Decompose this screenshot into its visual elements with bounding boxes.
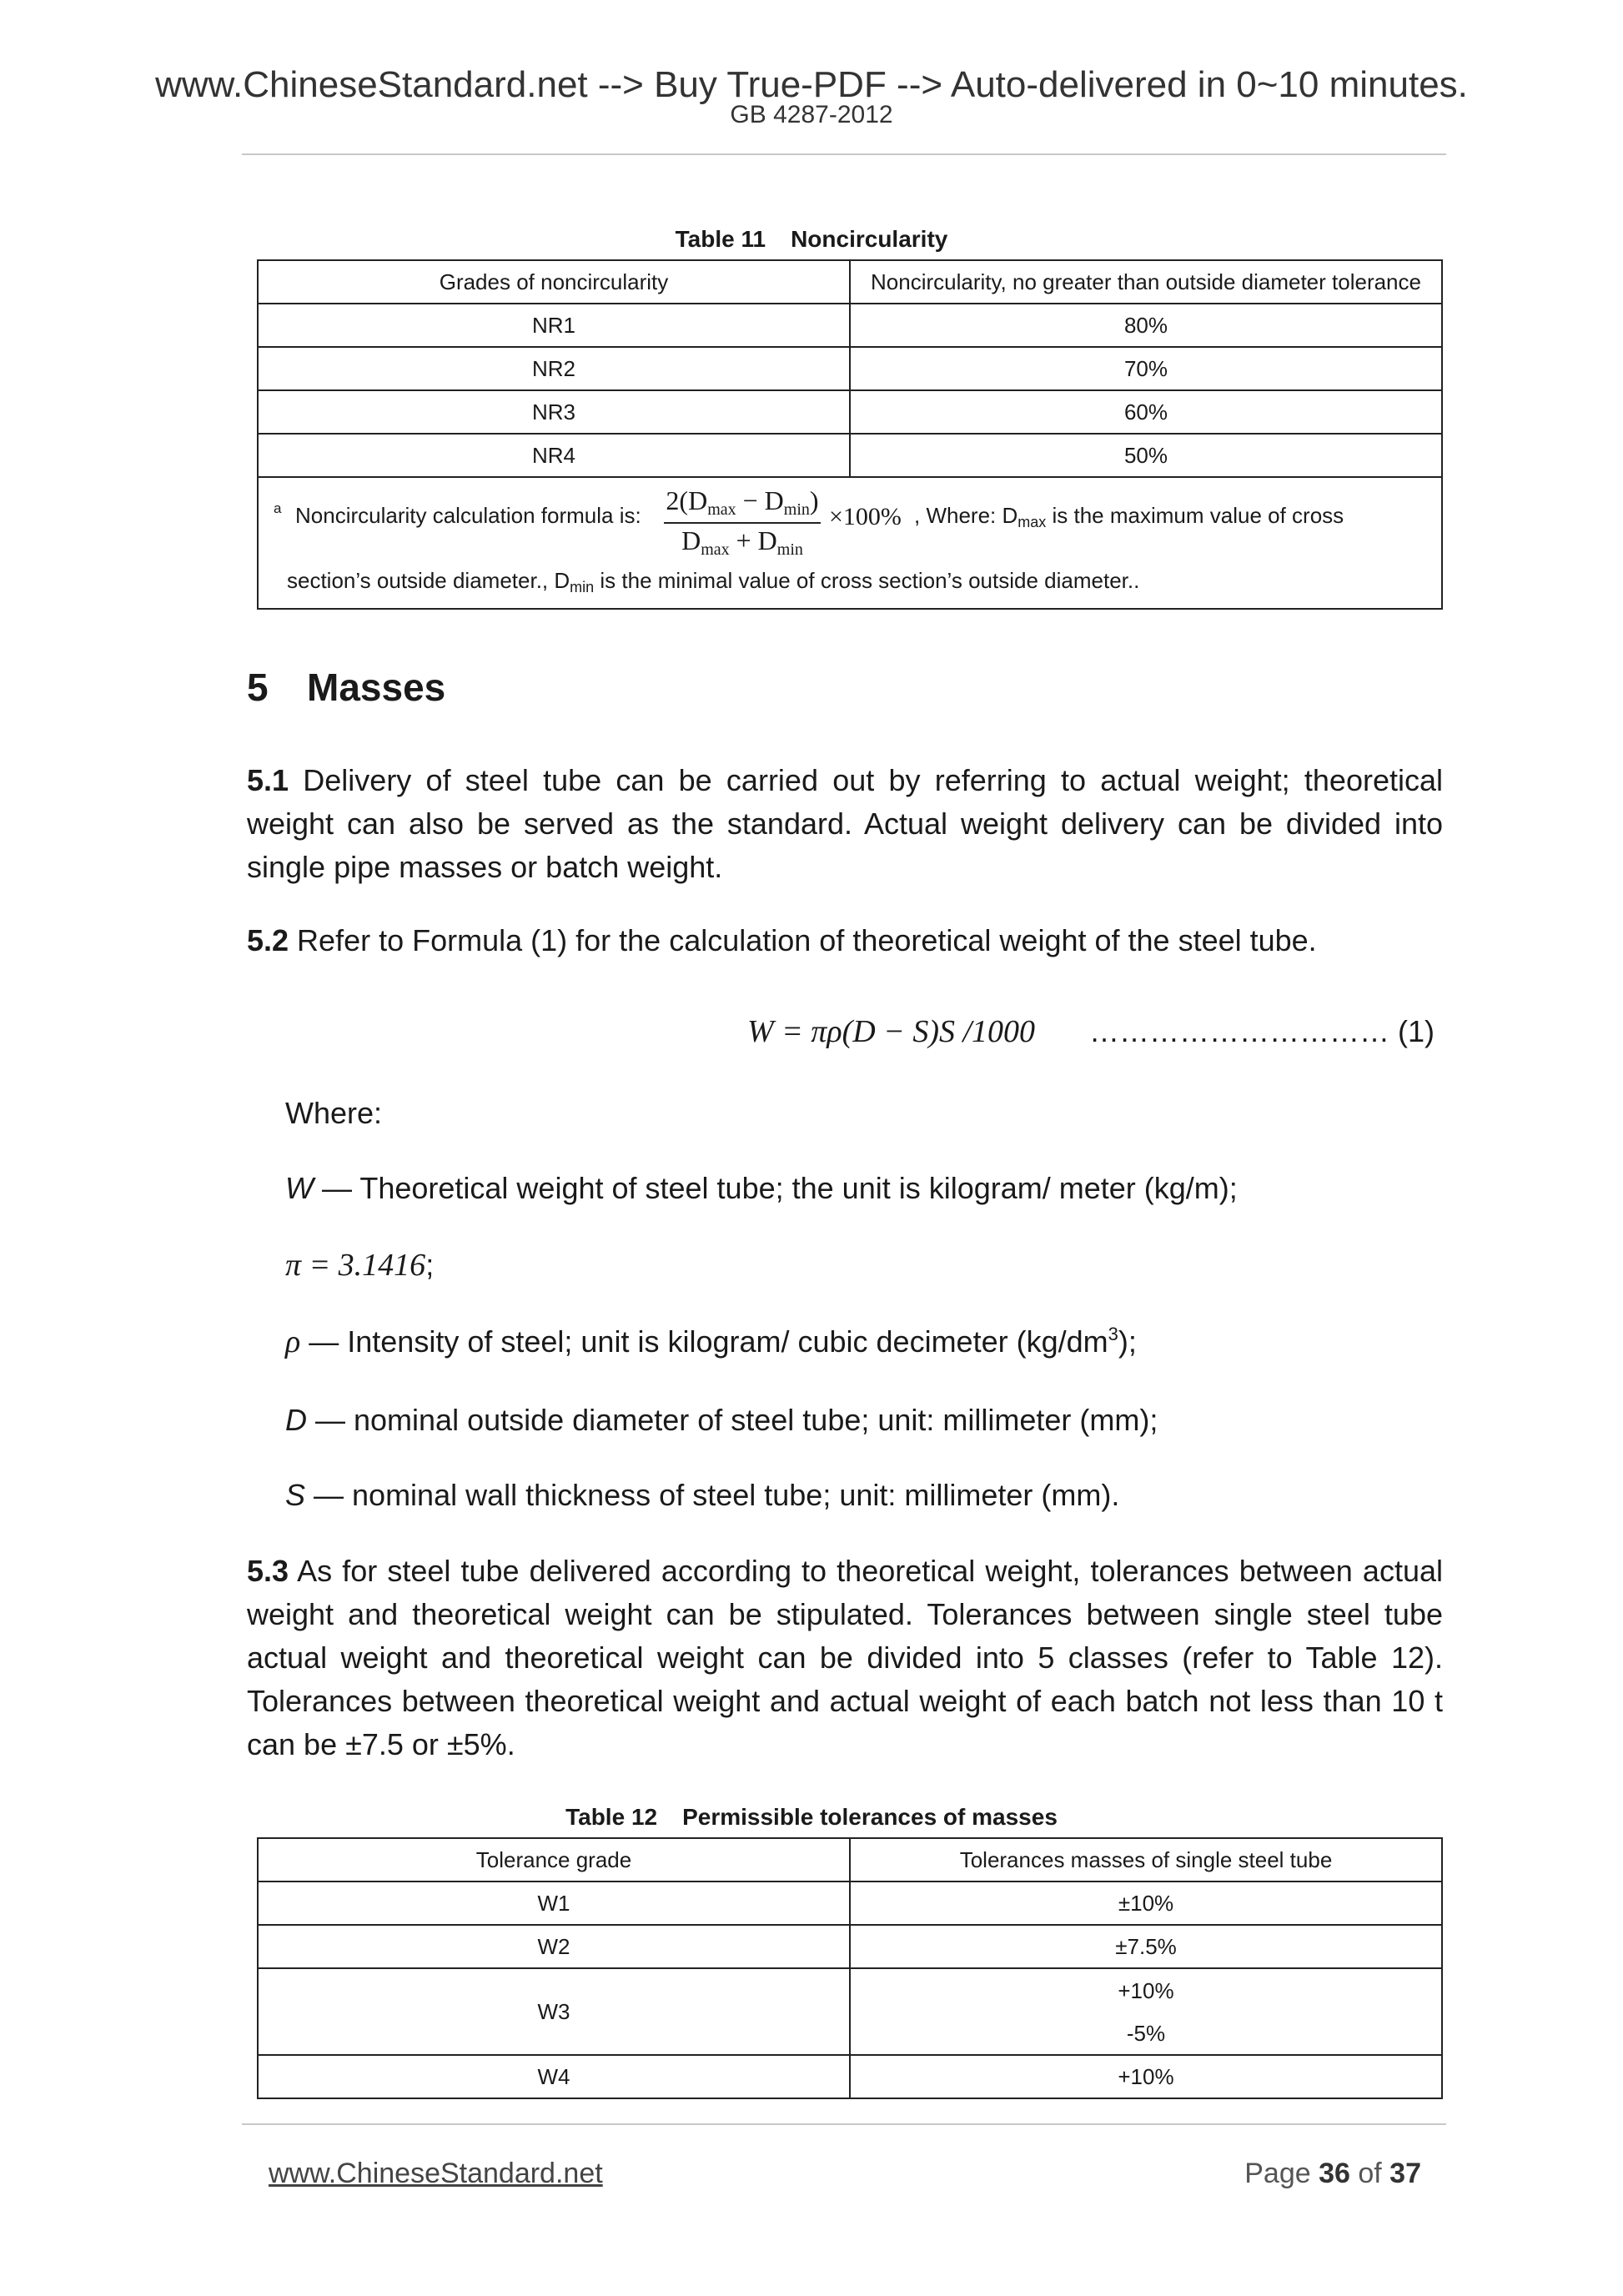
section-number: 5 (247, 666, 269, 709)
table-row (258, 1925, 1442, 1968)
table-row (258, 1968, 1442, 2012)
standard-code: GB 4287-2012 (730, 101, 893, 128)
footnote-lead: Noncircularity calculation formula is: (295, 503, 641, 528)
definition-text: ; (425, 1248, 435, 1282)
table12-number: Table 12 (565, 1804, 658, 1830)
symbol: W (285, 1171, 314, 1205)
formula-number: ………………………… (1) (1089, 1014, 1435, 1048)
header-divider (242, 153, 1446, 155)
formula-text: 2(D (666, 485, 708, 515)
where-label: Where: (285, 1096, 383, 1130)
noncircularity-formula (659, 485, 826, 561)
table-row (258, 347, 1442, 390)
footnote-subscript: max (1018, 514, 1047, 530)
table-cell: ±10% (850, 1882, 1442, 1925)
table11-number: Table 11 (675, 226, 766, 252)
table-row (258, 2055, 1442, 2098)
page-number (1201, 2157, 1421, 2190)
weight-formula: W = πρ(D − S)S /1000 (747, 1014, 1036, 1049)
footnote-text: is the maximum value of cross (1046, 503, 1344, 528)
definition-text: — nominal wall thickness of steel tube; unit: millimeter (mm). (305, 1478, 1120, 1512)
table-row (258, 434, 1442, 477)
definition-s (285, 1475, 1119, 1516)
definition-pi (285, 1244, 434, 1286)
definition-text: — Theoretical weight of steel tube; the unit is kilogram/ meter (kg/m); (313, 1171, 1238, 1205)
table-cell: 50% (850, 434, 1442, 477)
table11 (257, 259, 1443, 610)
table-cell: NR4 (258, 434, 850, 477)
footnote-text: , Where: D (914, 503, 1018, 528)
formula-subscript: max (707, 500, 736, 519)
table-footnote-row (258, 477, 1442, 609)
formula-subscript: min (783, 500, 810, 519)
footnote-where (914, 503, 1344, 530)
clause-text: As for steel tube delivered according to theoretical weight, tolerances between actual weight and theoretical weight can be stipulated. Tolerances between single steel tube actual weight and theoretical weight can be divided into 5 classes (refer to Table 12). Tolerances between theoretical weight and actual weight of each batch not less than 10 t can be ±7.5 or ±5%. (247, 1554, 1443, 1761)
formula-text: ) (809, 485, 819, 515)
table-header-cell: Tolerances masses of single steel tube (850, 1838, 1442, 1882)
table-cell: +10% (850, 2055, 1442, 2098)
header-banner: www.ChineseStandard.net --> Buy True-PDF --> Auto-delivered in 0~10 minutes. (155, 64, 1468, 105)
formula-text: + D (729, 525, 777, 555)
clause-number: 5.2 (247, 923, 289, 957)
table-row (258, 390, 1442, 434)
clause-text: Refer to Formula (1) for the calculation of theoretical weight of the steel tube. (289, 923, 1317, 957)
footnote-subscript: min (570, 579, 595, 595)
paragraph-5-2 (247, 919, 1443, 962)
table-cell: ±7.5% (850, 1925, 1442, 1968)
table-cell: W3 (258, 1968, 850, 2055)
table-header-cell: Tolerance grade (258, 1838, 850, 1882)
table-row (258, 1882, 1442, 1925)
table-cell: -5% (850, 2012, 1442, 2055)
symbol: ρ (285, 1324, 301, 1359)
table-cell: 60% (850, 390, 1442, 434)
table-header-row (258, 1838, 1442, 1882)
table12-title: Permissible tolerances of masses (682, 1804, 1058, 1830)
page-of: of (1349, 2158, 1390, 2189)
table-cell: 70% (850, 347, 1442, 390)
page-label: Page (1244, 2158, 1319, 2189)
footnote-line2 (287, 568, 1139, 595)
clause-number: 5.3 (247, 1554, 289, 1588)
table-header-row (258, 260, 1442, 304)
symbol: π = 3.1416 (285, 1248, 426, 1283)
paragraph-5-3 (247, 1550, 1443, 1766)
paragraph-5-1 (247, 759, 1443, 889)
table-cell: NR1 (258, 304, 850, 347)
table12-caption (0, 1803, 1623, 1831)
table-cell: W1 (258, 1882, 850, 1925)
table-header-cell: Noncircularity, no greater than outside diameter tolerance (850, 260, 1442, 304)
formula-multiplier: ×100% (829, 503, 902, 530)
definition-d (285, 1399, 1158, 1441)
page-current: 36 (1319, 2158, 1350, 2189)
clause-text: Delivery of steel tube can be carried out by referring to actual weight; theoretical weight can also be served as the standard. Actual weight delivery can be divided into single pipe masses or batch weight. (247, 763, 1443, 884)
footer-divider (242, 2123, 1446, 2125)
table11-footnote (258, 477, 1442, 609)
footnote-text: is the minimal value of cross section’s outside diameter.. (594, 568, 1140, 593)
table-cell: +10% (850, 1968, 1442, 2012)
formula-text: D (681, 525, 701, 555)
formula-subscript: min (776, 540, 803, 559)
table-row (258, 304, 1442, 347)
formula-text: − D (736, 485, 784, 515)
table-cell: 80% (850, 304, 1442, 347)
definition-rho (285, 1321, 1137, 1367)
definition-text: — Intensity of steel; unit is kilogram/ cubic decimeter (kg/dm (300, 1324, 1108, 1359)
table-cell: W2 (258, 1925, 850, 1968)
table12 (257, 1837, 1443, 2099)
definition-w (285, 1168, 1238, 1209)
section-title: Masses (307, 666, 446, 709)
section-heading (247, 664, 445, 711)
symbol: S (285, 1478, 306, 1512)
clause-number: 5.1 (247, 763, 289, 797)
table11-caption (0, 225, 1623, 254)
table-header-cell: Grades of noncircularity (258, 260, 850, 304)
table-cell: NR3 (258, 390, 850, 434)
table-cell: NR2 (258, 347, 850, 390)
symbol: D (285, 1403, 307, 1437)
page-total: 37 (1389, 2158, 1421, 2189)
footer-site-link[interactable]: www.ChineseStandard.net (269, 2158, 603, 2189)
definition-text: — nominal outside diameter of steel tube; unit: millimeter (mm); (307, 1403, 1158, 1437)
footnote-marker: a (274, 500, 282, 516)
footnote-text: section’s outside diameter., D (287, 568, 570, 593)
formula-subscript: max (701, 540, 730, 559)
superscript: 3 (1108, 1324, 1118, 1344)
table11-title: Noncircularity (791, 226, 948, 252)
table-cell: W4 (258, 2055, 850, 2098)
definition-text: ); (1118, 1324, 1137, 1359)
